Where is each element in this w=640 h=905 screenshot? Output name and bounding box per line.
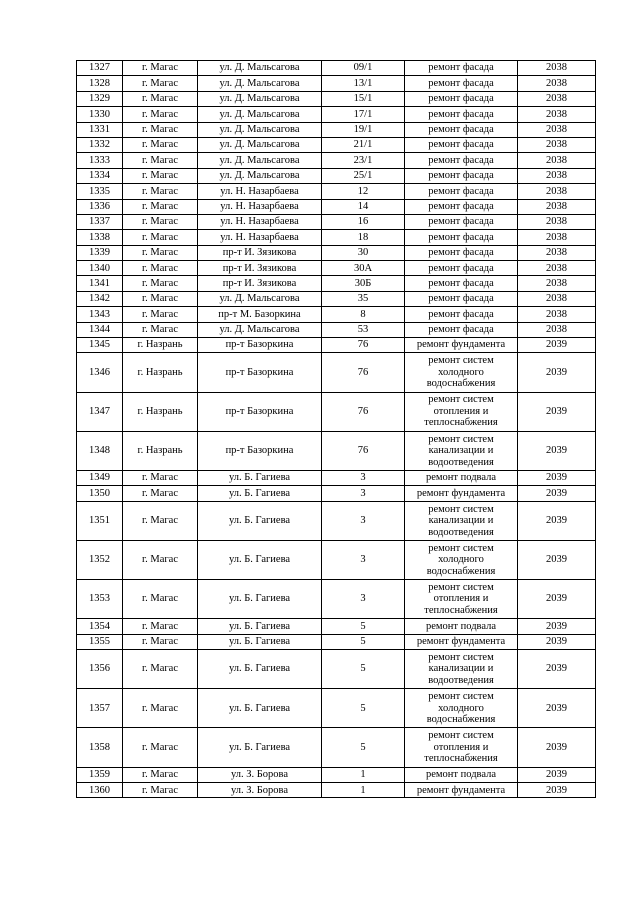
row-number-cell: 1359 [77,767,123,782]
house-cell: 76 [322,338,405,353]
city-cell: г. Магас [123,276,198,291]
street-cell: ул. Б. Гагиева [198,501,322,540]
year-cell: 2039 [518,689,596,728]
work-type-cell: ремонт подвала [405,767,518,782]
row-number-cell: 1336 [77,199,123,214]
work-type-cell: ремонт систем холодного водоснабжения [405,540,518,579]
row-number-cell: 1341 [77,276,123,291]
house-cell: 18 [322,230,405,245]
row-number-cell: 1344 [77,322,123,337]
table-row [77,322,596,337]
table-row [77,486,596,501]
house-cell: 3 [322,580,405,619]
city-cell: г. Магас [123,291,198,306]
work-type-cell: ремонт фасада [405,107,518,122]
table-body [77,61,596,798]
city-cell: г. Магас [123,76,198,91]
row-number-cell: 1349 [77,470,123,485]
work-type-cell: ремонт систем отопления и теплоснабжения [405,728,518,767]
table-row [77,501,596,540]
year-cell: 2039 [518,580,596,619]
city-cell: г. Магас [123,107,198,122]
row-number-cell: 1332 [77,137,123,152]
year-cell: 2039 [518,634,596,649]
city-cell: г. Магас [123,689,198,728]
city-cell: г. Магас [123,245,198,260]
work-type-cell: ремонт фундамента [405,338,518,353]
table-row [77,338,596,353]
work-type-cell: ремонт фасада [405,168,518,183]
work-type-cell: ремонт фасада [405,261,518,276]
house-cell: 35 [322,291,405,306]
row-number-cell: 1327 [77,61,123,76]
work-type-cell: ремонт фасада [405,245,518,260]
street-cell: ул. Д. Мальсагова [198,137,322,152]
table-row [77,540,596,579]
year-cell: 2039 [518,470,596,485]
table-row [77,353,596,392]
street-cell: ул. Н. Назарбаева [198,184,322,199]
year-cell: 2038 [518,76,596,91]
house-cell: 5 [322,689,405,728]
street-cell: пр-т И. Зязикова [198,261,322,276]
city-cell: г. Магас [123,91,198,106]
row-number-cell: 1334 [77,168,123,183]
street-cell: ул. Б. Гагиева [198,486,322,501]
house-cell: 76 [322,392,405,431]
year-cell: 2038 [518,276,596,291]
row-number-cell: 1357 [77,689,123,728]
row-number-cell: 1342 [77,291,123,306]
year-cell: 2039 [518,728,596,767]
street-cell: ул. Д. Мальсагова [198,153,322,168]
city-cell: г. Магас [123,61,198,76]
year-cell: 2038 [518,307,596,322]
table-row [77,199,596,214]
row-number-cell: 1337 [77,214,123,229]
street-cell: ул. Н. Назарбаева [198,199,322,214]
city-cell: г. Магас [123,214,198,229]
street-cell: пр-т Базоркина [198,392,322,431]
year-cell: 2039 [518,431,596,470]
street-cell: ул. З. Борова [198,783,322,798]
work-type-cell: ремонт фасада [405,230,518,245]
year-cell: 2038 [518,61,596,76]
work-type-cell: ремонт фасада [405,276,518,291]
house-cell: 5 [322,634,405,649]
city-cell: г. Назрань [123,353,198,392]
city-cell: г. Магас [123,783,198,798]
row-number-cell: 1345 [77,338,123,353]
row-number-cell: 1343 [77,307,123,322]
city-cell: г. Магас [123,540,198,579]
street-cell: ул. Б. Гагиева [198,580,322,619]
house-cell: 53 [322,322,405,337]
year-cell: 2038 [518,291,596,306]
work-type-cell: ремонт фундамента [405,783,518,798]
table-row [77,767,596,782]
house-cell: 17/1 [322,107,405,122]
house-cell: 14 [322,199,405,214]
table-row [77,291,596,306]
street-cell: пр-т Базоркина [198,338,322,353]
work-type-cell: ремонт систем канализации и водоотведения [405,431,518,470]
table-row [77,153,596,168]
row-number-cell: 1347 [77,392,123,431]
work-type-cell: ремонт подвала [405,619,518,634]
house-cell: 19/1 [322,122,405,137]
street-cell: ул. Д. Мальсагова [198,122,322,137]
work-type-cell: ремонт подвала [405,470,518,485]
house-cell: 76 [322,353,405,392]
table-row [77,214,596,229]
street-cell: ул. Д. Мальсагова [198,322,322,337]
work-type-cell: ремонт фасада [405,322,518,337]
city-cell: г. Магас [123,728,198,767]
house-cell: 16 [322,214,405,229]
table-row [77,168,596,183]
year-cell: 2039 [518,650,596,689]
city-cell: г. Магас [123,137,198,152]
street-cell: ул. Б. Гагиева [198,540,322,579]
table-row [77,728,596,767]
house-cell: 23/1 [322,153,405,168]
city-cell: г. Магас [123,619,198,634]
street-cell: ул. Д. Мальсагова [198,61,322,76]
street-cell: ул. Д. Мальсагова [198,291,322,306]
work-type-cell: ремонт систем отопления и теплоснабжения [405,580,518,619]
street-cell: ул. Б. Гагиева [198,689,322,728]
house-cell: 21/1 [322,137,405,152]
house-cell: 30Б [322,276,405,291]
city-cell: г. Магас [123,122,198,137]
table-row [77,650,596,689]
city-cell: г. Магас [123,230,198,245]
work-type-cell: ремонт фасада [405,307,518,322]
row-number-cell: 1360 [77,783,123,798]
street-cell: ул. Б. Гагиева [198,470,322,485]
city-cell: г. Магас [123,199,198,214]
city-cell: г. Магас [123,307,198,322]
city-cell: г. Магас [123,261,198,276]
work-type-cell: ремонт фасада [405,137,518,152]
city-cell: г. Магас [123,580,198,619]
city-cell: г. Магас [123,153,198,168]
house-cell: 5 [322,619,405,634]
house-cell: 12 [322,184,405,199]
house-cell: 3 [322,540,405,579]
house-cell: 30А [322,261,405,276]
work-type-cell: ремонт систем холодного водоснабжения [405,689,518,728]
house-cell: 13/1 [322,76,405,91]
year-cell: 2039 [518,783,596,798]
table-row [77,634,596,649]
table-row [77,76,596,91]
work-type-cell: ремонт фундамента [405,486,518,501]
table-row [77,431,596,470]
year-cell: 2039 [518,392,596,431]
house-cell: 3 [322,470,405,485]
year-cell: 2038 [518,122,596,137]
row-number-cell: 1355 [77,634,123,649]
year-cell: 2038 [518,230,596,245]
work-type-cell: ремонт фасада [405,199,518,214]
row-number-cell: 1356 [77,650,123,689]
house-cell: 76 [322,431,405,470]
street-cell: ул. Д. Мальсагова [198,168,322,183]
year-cell: 2039 [518,353,596,392]
city-cell: г. Магас [123,470,198,485]
row-number-cell: 1338 [77,230,123,245]
house-cell: 09/1 [322,61,405,76]
year-cell: 2038 [518,137,596,152]
city-cell: г. Магас [123,486,198,501]
street-cell: ул. Н. Назарбаева [198,214,322,229]
work-type-cell: ремонт систем отопления и теплоснабжения [405,392,518,431]
city-cell: г. Магас [123,501,198,540]
street-cell: ул. Б. Гагиева [198,650,322,689]
table-row [77,580,596,619]
street-cell: пр-т Базоркина [198,353,322,392]
row-number-cell: 1358 [77,728,123,767]
street-cell: пр-т И. Зязикова [198,276,322,291]
row-number-cell: 1346 [77,353,123,392]
city-cell: г. Магас [123,184,198,199]
row-number-cell: 1353 [77,580,123,619]
row-number-cell: 1340 [77,261,123,276]
work-type-cell: ремонт фасада [405,153,518,168]
work-type-cell: ремонт фасада [405,184,518,199]
city-cell: г. Назрань [123,392,198,431]
year-cell: 2038 [518,199,596,214]
table-row [77,689,596,728]
work-type-cell: ремонт фасада [405,76,518,91]
house-cell: 1 [322,783,405,798]
city-cell: г. Назрань [123,338,198,353]
table-row [77,61,596,76]
street-cell: пр-т Базоркина [198,431,322,470]
city-cell: г. Магас [123,322,198,337]
table-row [77,276,596,291]
house-cell: 3 [322,501,405,540]
work-type-cell: ремонт фасада [405,291,518,306]
city-cell: г. Магас [123,650,198,689]
year-cell: 2038 [518,107,596,122]
house-cell: 25/1 [322,168,405,183]
year-cell: 2039 [518,501,596,540]
row-number-cell: 1354 [77,619,123,634]
year-cell: 2038 [518,214,596,229]
year-cell: 2038 [518,168,596,183]
house-cell: 3 [322,486,405,501]
street-cell: ул. Н. Назарбаева [198,230,322,245]
street-cell: ул. Д. Мальсагова [198,91,322,106]
table-row [77,470,596,485]
year-cell: 2038 [518,184,596,199]
table-row [77,261,596,276]
city-cell: г. Магас [123,634,198,649]
year-cell: 2038 [518,245,596,260]
table-row [77,783,596,798]
year-cell: 2038 [518,322,596,337]
street-cell: ул. Б. Гагиева [198,634,322,649]
work-type-cell: ремонт систем холодного водоснабжения [405,353,518,392]
row-number-cell: 1328 [77,76,123,91]
house-cell: 15/1 [322,91,405,106]
city-cell: г. Магас [123,767,198,782]
street-cell: ул. З. Борова [198,767,322,782]
table-row [77,107,596,122]
year-cell: 2038 [518,261,596,276]
table-row [77,91,596,106]
row-number-cell: 1335 [77,184,123,199]
row-number-cell: 1331 [77,122,123,137]
row-number-cell: 1348 [77,431,123,470]
street-cell: ул. Б. Гагиева [198,728,322,767]
year-cell: 2039 [518,767,596,782]
house-cell: 5 [322,650,405,689]
table-row [77,122,596,137]
year-cell: 2038 [518,153,596,168]
year-cell: 2038 [518,91,596,106]
year-cell: 2039 [518,486,596,501]
year-cell: 2039 [518,619,596,634]
work-type-cell: ремонт фасада [405,214,518,229]
table-row [77,392,596,431]
year-cell: 2039 [518,338,596,353]
table-row [77,137,596,152]
street-cell: пр-т М. Базоркина [198,307,322,322]
city-cell: г. Назрань [123,431,198,470]
row-number-cell: 1333 [77,153,123,168]
year-cell: 2039 [518,540,596,579]
row-number-cell: 1351 [77,501,123,540]
house-cell: 8 [322,307,405,322]
city-cell: г. Магас [123,168,198,183]
table-row [77,245,596,260]
row-number-cell: 1350 [77,486,123,501]
table-row [77,619,596,634]
row-number-cell: 1329 [77,91,123,106]
street-cell: пр-т И. Зязикова [198,245,322,260]
row-number-cell: 1339 [77,245,123,260]
house-cell: 5 [322,728,405,767]
work-type-cell: ремонт фундамента [405,634,518,649]
work-type-cell: ремонт фасада [405,122,518,137]
house-cell: 30 [322,245,405,260]
street-cell: ул. Д. Мальсагова [198,107,322,122]
repair-schedule-table [76,60,596,798]
street-cell: ул. Б. Гагиева [198,619,322,634]
table-row [77,184,596,199]
table-row [77,307,596,322]
table-row [77,230,596,245]
house-cell: 1 [322,767,405,782]
row-number-cell: 1330 [77,107,123,122]
work-type-cell: ремонт фасада [405,61,518,76]
work-type-cell: ремонт фасада [405,91,518,106]
row-number-cell: 1352 [77,540,123,579]
work-type-cell: ремонт систем канализации и водоотведения [405,501,518,540]
work-type-cell: ремонт систем канализации и водоотведения [405,650,518,689]
street-cell: ул. Д. Мальсагова [198,76,322,91]
